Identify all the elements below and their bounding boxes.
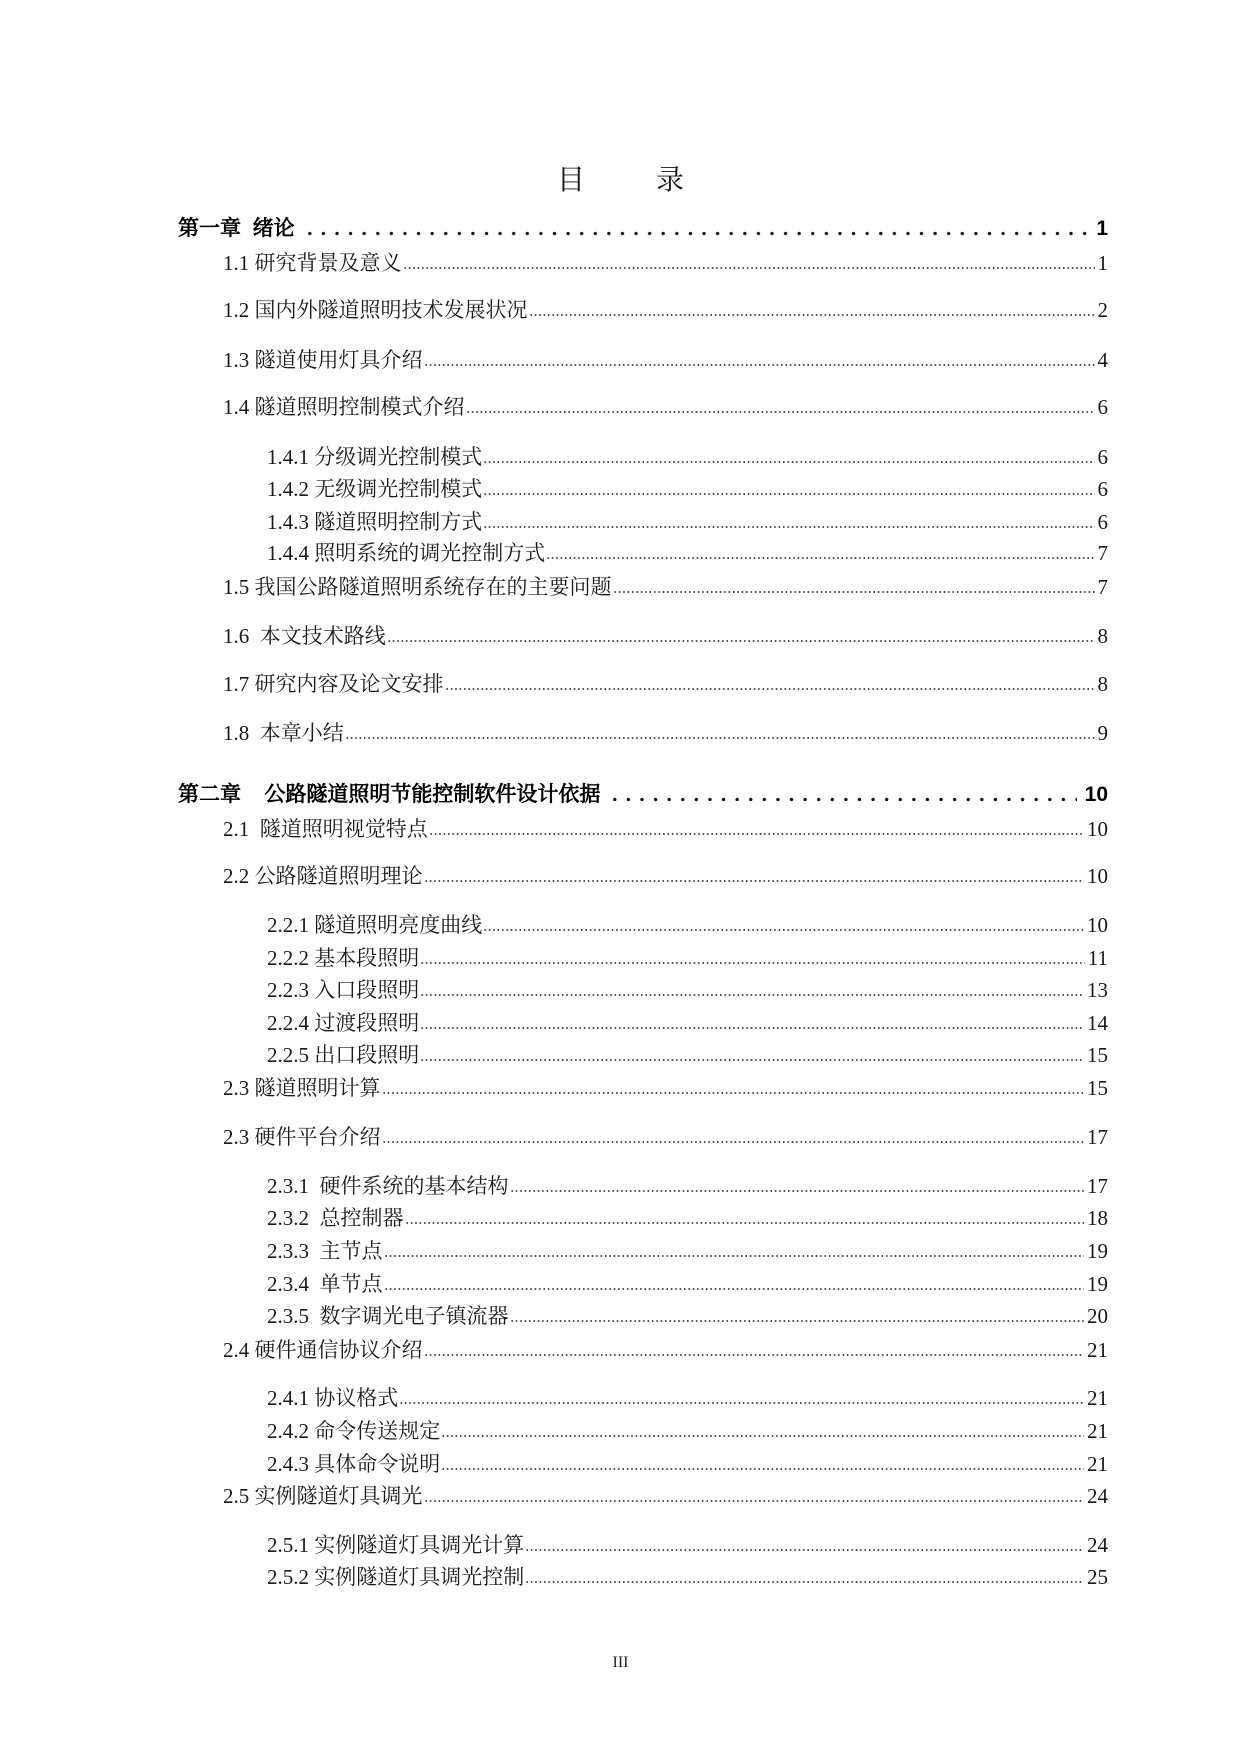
toc-subsection-entry — [267, 1385, 1108, 1411]
entry-page-number: 6 — [1097, 477, 1108, 501]
entry-page-number: 6 — [1097, 445, 1108, 469]
toc-subsection-entry — [267, 1238, 1108, 1264]
entry-title: 1.4.4 照明系统的调光控制方式 — [267, 541, 546, 565]
entry-title: 第一章 绪论 — [178, 217, 295, 240]
dot-leader — [424, 361, 1095, 367]
toc-subsection-entry — [267, 945, 1108, 971]
dot-leader — [441, 1432, 1084, 1438]
dot-leader — [420, 1024, 1084, 1030]
entry-page-number: 11 — [1087, 946, 1108, 970]
entry-page-number: 8 — [1097, 672, 1108, 696]
toc-subsection-entry — [267, 912, 1108, 938]
entry-page-number: 19 — [1087, 1272, 1108, 1296]
entry-title: 第二章 公路隧道照明节能控制软件设计依据 — [178, 783, 601, 806]
toc-section-entry — [223, 347, 1108, 373]
dot-leader — [345, 734, 1095, 740]
entry-page-number: 21 — [1087, 1338, 1108, 1362]
entry-page-number: 24 — [1087, 1484, 1108, 1508]
entry-page-number: 19 — [1087, 1239, 1108, 1263]
dot-leader — [613, 588, 1095, 594]
entry-title: 2.3.1 硬件系统的基本结构 — [267, 1174, 509, 1198]
entry-page-number: 13 — [1087, 978, 1108, 1002]
toc-section-entry — [223, 1124, 1108, 1150]
toc-chapter-entry — [178, 782, 1108, 808]
dot-leader — [529, 311, 1095, 317]
entry-page-number: 10 — [1087, 864, 1108, 888]
entry-title: 1.5 我国公路隧道照明系统存在的主要问题 — [223, 575, 612, 599]
toc-subsection-entry — [267, 1173, 1108, 1199]
entry-page-number: 10 — [1087, 817, 1108, 841]
entry-page-number: 7 — [1097, 541, 1108, 565]
entry-title: 2.2.1 隧道照明亮度曲线 — [267, 913, 483, 937]
entry-title: 2.1 隧道照明视觉特点 — [223, 817, 428, 841]
entry-page-number: 24 — [1087, 1533, 1108, 1557]
entry-title: 1.6 本文技术路线 — [223, 624, 386, 648]
dot-leader — [429, 830, 1084, 836]
entry-title: 2.2.4 过渡段照明 — [267, 1011, 420, 1035]
toc-section-entry — [223, 1337, 1108, 1363]
entry-title: 1.4.3 隧道照明控制方式 — [267, 510, 483, 534]
entry-title: 1.4.1 分级调光控制模式 — [267, 445, 483, 469]
entry-page-number: 18 — [1087, 1206, 1108, 1230]
toc-subsection-entry — [267, 1303, 1108, 1329]
entry-page-number: 14 — [1087, 1011, 1108, 1035]
dot-leader — [303, 230, 1089, 236]
entry-title: 1.7 研究内容及论文安排 — [223, 672, 444, 696]
toc-section-entry — [223, 250, 1108, 276]
entry-page-number: 17 — [1087, 1174, 1108, 1198]
entry-title: 2.3 隧道照明计算 — [223, 1076, 381, 1100]
entry-title: 2.3.5 数字调光电子镇流器 — [267, 1304, 509, 1328]
entry-title: 2.2 公路隧道照明理论 — [223, 864, 423, 888]
entry-title: 2.4.2 命令传送规定 — [267, 1419, 441, 1443]
dot-leader — [546, 554, 1094, 560]
dot-leader — [608, 796, 1076, 802]
dot-leader — [445, 685, 1095, 691]
toc-section-entry — [223, 574, 1108, 600]
dot-leader — [466, 408, 1095, 414]
entry-page-number: 1 — [1097, 251, 1108, 275]
entry-title: 2.2.2 基本段照明 — [267, 946, 420, 970]
toc-section-entry — [223, 863, 1108, 889]
entry-title: 2.3.3 主节点 — [267, 1239, 383, 1263]
toc-chapter-entry — [178, 216, 1108, 242]
dot-leader — [399, 1399, 1084, 1405]
entry-title: 2.3 硬件平台介绍 — [223, 1125, 381, 1149]
entry-page-number: 2 — [1097, 298, 1108, 322]
entry-page-number: 7 — [1097, 575, 1108, 599]
dot-leader — [424, 1351, 1085, 1357]
toc-subsection-entry — [267, 476, 1108, 502]
entry-title: 2.5.2 实例隧道灯具调光控制 — [267, 1565, 525, 1589]
entry-page-number: 10 — [1087, 913, 1108, 937]
entry-title: 2.4 硬件通信协议介绍 — [223, 1338, 423, 1362]
toc-subsection-entry — [267, 1042, 1108, 1068]
entry-title: 2.4.1 协议格式 — [267, 1386, 399, 1410]
toc-section-entry — [223, 297, 1108, 323]
entry-page-number: 25 — [1087, 1565, 1108, 1589]
dot-leader — [403, 264, 1095, 270]
toc-section-entry — [223, 671, 1108, 697]
entry-page-number: 21 — [1087, 1419, 1108, 1443]
dot-leader — [384, 1285, 1085, 1291]
toc-subsection-entry — [267, 509, 1108, 535]
dot-leader — [483, 926, 1084, 932]
entry-page-number: 21 — [1087, 1452, 1108, 1476]
entry-title: 2.4.3 具体命令说明 — [267, 1452, 441, 1476]
entry-title: 2.3.2 总控制器 — [267, 1206, 404, 1230]
dot-leader — [420, 959, 1085, 965]
toc-subsection-entry — [267, 1271, 1108, 1297]
toc-section-entry — [223, 720, 1108, 746]
dot-leader — [525, 1546, 1084, 1552]
toc-section-entry — [223, 623, 1108, 649]
entry-page-number: 10 — [1084, 783, 1108, 806]
entry-page-number: 21 — [1087, 1386, 1108, 1410]
entry-page-number: 17 — [1087, 1125, 1108, 1149]
dot-leader — [424, 1497, 1085, 1503]
toc-subsection-entry — [267, 1564, 1108, 1590]
dot-leader — [510, 1317, 1085, 1323]
page-footer-number: III — [612, 1654, 629, 1671]
dot-leader — [384, 1252, 1085, 1258]
toc-section-entry — [223, 1075, 1108, 1101]
dot-leader — [382, 1089, 1085, 1095]
toc-subsection-entry — [267, 977, 1108, 1003]
toc-subsection-entry — [267, 1205, 1108, 1231]
toc-subsection-entry — [267, 540, 1108, 566]
entry-title: 2.5.1 实例隧道灯具调光计算 — [267, 1533, 525, 1557]
entry-page-number: 20 — [1087, 1304, 1108, 1328]
toc-subsection-entry — [267, 1418, 1108, 1444]
entry-page-number: 1 — [1096, 217, 1108, 240]
entry-title: 2.2.3 入口段照明 — [267, 978, 420, 1002]
dot-leader — [483, 458, 1094, 464]
toc-subsection-entry — [267, 1010, 1108, 1036]
dot-leader — [420, 991, 1084, 997]
entry-page-number: 9 — [1097, 721, 1108, 745]
toc-subsection-entry — [267, 1532, 1108, 1558]
dot-leader — [510, 1187, 1085, 1193]
entry-page-number: 8 — [1097, 624, 1108, 648]
dot-leader — [405, 1219, 1085, 1225]
entry-page-number: 15 — [1087, 1076, 1108, 1100]
dot-leader — [382, 1138, 1085, 1144]
entry-title: 2.3.4 单节点 — [267, 1272, 383, 1296]
entry-title: 2.2.5 出口段照明 — [267, 1043, 420, 1067]
dot-leader — [483, 523, 1094, 529]
entry-title: 1.2 国内外隧道照明技术发展状况 — [223, 298, 528, 322]
dot-leader — [424, 877, 1085, 883]
dot-leader — [441, 1465, 1084, 1471]
toc-subsection-entry — [267, 1451, 1108, 1477]
toc-section-entry — [223, 816, 1108, 842]
toc-section-entry — [223, 394, 1108, 420]
entry-page-number: 6 — [1097, 395, 1108, 419]
toc-section-entry — [223, 1483, 1108, 1509]
dot-leader — [387, 637, 1095, 643]
entry-page-number: 4 — [1097, 348, 1108, 372]
entry-page-number: 6 — [1097, 510, 1108, 534]
entry-title: 1.4.2 无级调光控制模式 — [267, 477, 483, 501]
toc-subsection-entry — [267, 444, 1108, 470]
dot-leader — [483, 490, 1094, 496]
dot-leader — [420, 1056, 1084, 1062]
entry-title: 1.4 隧道照明控制模式介绍 — [223, 395, 465, 419]
entry-title: 1.1 研究背景及意义 — [223, 251, 402, 275]
entry-page-number: 15 — [1087, 1043, 1108, 1067]
page-title: 目 录 — [557, 163, 684, 196]
entry-title: 1.3 隧道使用灯具介绍 — [223, 348, 423, 372]
entry-title: 2.5 实例隧道灯具调光 — [223, 1484, 423, 1508]
dot-leader — [525, 1578, 1084, 1584]
entry-title: 1.8 本章小结 — [223, 721, 344, 745]
